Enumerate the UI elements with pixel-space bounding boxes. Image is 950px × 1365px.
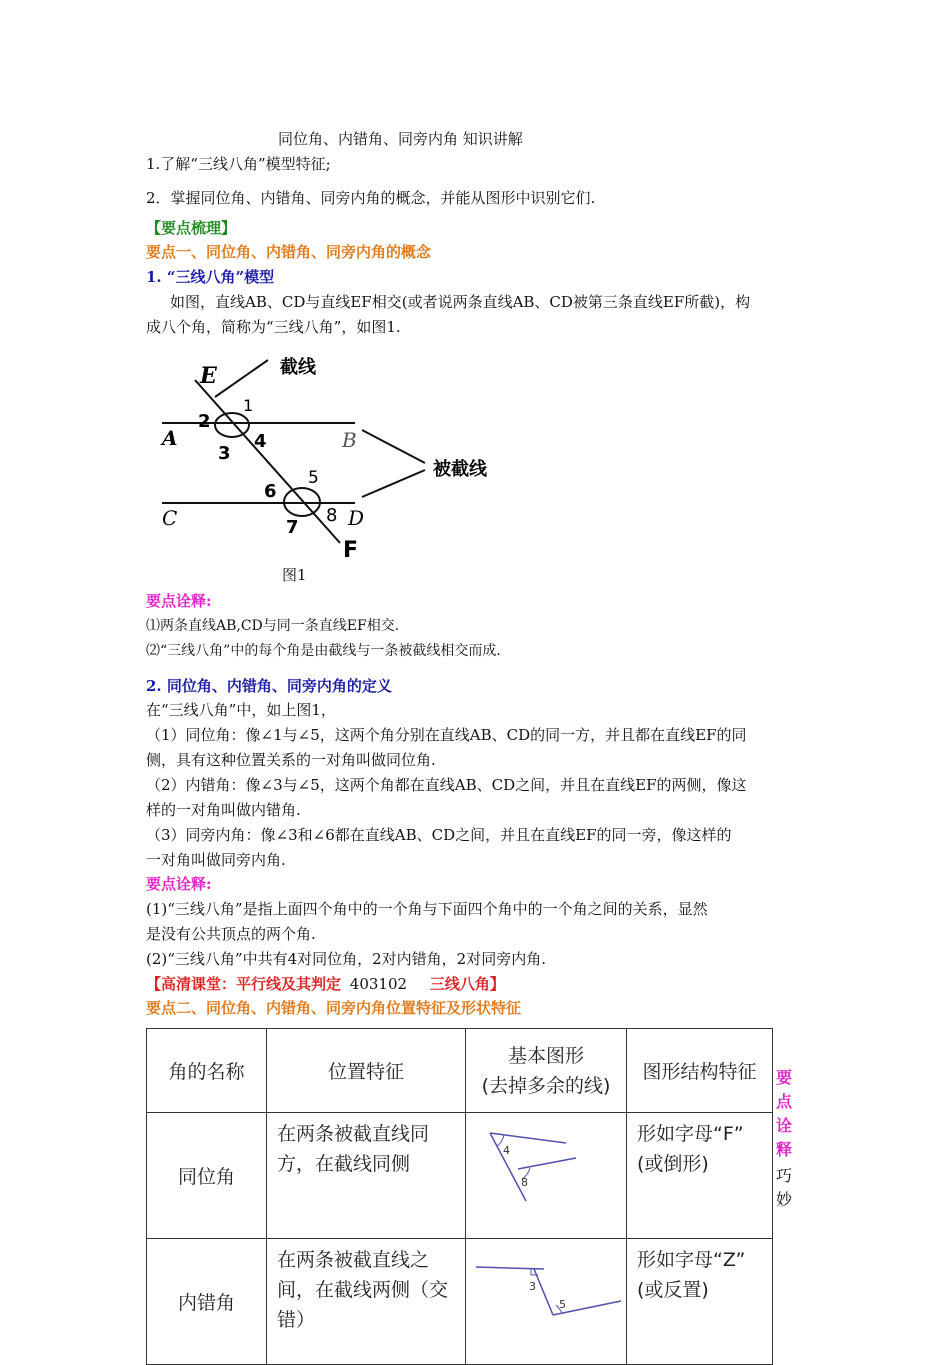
page-title: 同位角、内错角、同旁内角 知识讲解 <box>278 130 523 148</box>
row2-position-line2: 间，在截线两侧（交 <box>277 1279 449 1301</box>
row1-structure-line1: 形如字母“F” <box>637 1123 744 1145</box>
header-structure: 图形结构特征 <box>627 1029 773 1113</box>
angle-label-5: 5 <box>559 1298 566 1311</box>
definition-1-line1: （1）同位角：像∠1与∠5，这两个角分别在直线AB、CD的同一方，并且都在直线EF的同 <box>146 726 747 744</box>
note-3-line1: (1)“三线八角”是指上面四个角中的一个角与下面四个角中的一个角之间的关系，显然 <box>146 900 708 918</box>
definition-3-line1: （3）同旁内角：像∠3和∠6都在直线AB、CD之间，并且在直线EF的同一旁，像这样的 <box>146 826 732 844</box>
header-name: 角的名称 <box>147 1029 267 1113</box>
side-note-label <box>776 1066 792 1162</box>
angle-label-8: 8 <box>326 505 338 526</box>
table-row <box>147 1113 773 1239</box>
transversal-label: 截线 <box>280 357 316 378</box>
side-note-char: 巧 <box>776 1166 793 1185</box>
point2-title: 要点二、同位角、内错角、同旁内角位置特征及形状特征 <box>146 999 522 1017</box>
side-note-char: 妙 <box>776 1190 793 1209</box>
header-figure-line2: (去掉多余的线) <box>481 1074 611 1097</box>
note-2: ⑵“三线八角”中的每个角是由截线与一条被截线相交而成. <box>146 643 501 659</box>
row1-position <box>267 1113 466 1239</box>
cut-line-pointer-bottom <box>362 470 425 497</box>
note-3-line2: 是没有公共顶点的两个角. <box>146 925 316 943</box>
row1-figure <box>466 1113 627 1239</box>
definition-1-line2: 侧，具有这种位置关系的一对角叫做同位角. <box>146 751 436 769</box>
line-ef <box>195 380 340 543</box>
header-figure-line1: 基本图形 <box>507 1044 584 1067</box>
label-f: F <box>343 538 359 560</box>
angle-comparison-table <box>146 1028 773 1365</box>
label-c: C <box>162 506 178 530</box>
side-note-char: 点 <box>776 1092 793 1111</box>
row1-position-line1: 在两条被截直线同 <box>277 1123 430 1145</box>
goal-1: 1.了解“三线八角”模型特征; <box>146 155 331 173</box>
angle-circle-top <box>215 413 249 437</box>
side-note-char: 要 <box>776 1068 793 1087</box>
note-1: ⑴两条直线AB,CD与同一条直线EF相交. <box>146 618 400 634</box>
side-note-char: 诠 <box>776 1116 793 1135</box>
definition-intro: 在“三线八角”中，如上图1， <box>146 701 336 719</box>
label-b: B <box>342 428 357 452</box>
sub1-paragraph-line2: 成八个角，简称为“三线八角”，如图1. <box>146 318 401 336</box>
side-note-char: 释 <box>776 1140 793 1159</box>
label-a: A <box>162 426 178 450</box>
row2-figure <box>466 1239 627 1365</box>
header-figure <box>466 1029 627 1113</box>
note-label-2: 要点诠释: <box>146 875 212 893</box>
table-header-row <box>147 1029 773 1113</box>
row1-name: 同位角 <box>147 1113 267 1239</box>
definition-3-line2: 一对角叫做同旁内角. <box>146 851 286 869</box>
sub1-paragraph-line1: 如图，直线AB、CD与直线EF相交(或者说两条直线AB、CD被第三条直线EF所截)，构 <box>170 293 751 311</box>
angle-label-4: 4 <box>503 1144 510 1157</box>
cut-line-pointer-top <box>362 430 425 463</box>
note-4: (2)“三线八角”中共有4对同位角，2对内错角，2对同旁内角. <box>146 950 546 968</box>
corresponding-angles-figure <box>466 1113 626 1233</box>
row1-structure-line2: (或倒形) <box>637 1153 709 1175</box>
alternate-angles-figure <box>466 1239 626 1359</box>
angle-label-3: 3 <box>529 1280 536 1293</box>
row2-structure-line1: 形如字母“Z” <box>637 1249 746 1271</box>
section-heading: 【要点梳理】 <box>146 219 237 237</box>
sub1-title: 1. “三线八角”模型 <box>146 268 275 286</box>
angle-label-6: 6 <box>264 481 277 502</box>
hd-suffix: 三线八角】 <box>429 975 505 993</box>
row2-structure <box>627 1239 773 1365</box>
table-row <box>147 1239 773 1365</box>
hd-prefix: 【高清课堂：平行线及其判定 <box>146 975 342 993</box>
label-e: E <box>200 363 217 389</box>
row1-position-line2: 方，在截线同侧 <box>277 1153 411 1175</box>
goal-2: 2．掌握同位角、内错角、同旁内角的概念，并能从图形中识别它们. <box>146 189 596 207</box>
angle-label-8: 8 <box>521 1176 528 1189</box>
angle-label-1: 1 <box>243 396 254 415</box>
note-label: 要点诠释: <box>146 592 212 610</box>
row1-structure <box>627 1113 773 1239</box>
cut-lines-label: 被截线 <box>433 459 487 480</box>
three-lines-eight-angles-figure <box>150 345 510 560</box>
transversal-pointer <box>215 360 268 397</box>
angle-label-3: 3 <box>218 443 231 464</box>
side-note-tail <box>776 1164 792 1212</box>
angle-label-2: 2 <box>198 411 211 432</box>
point1-title: 要点一、同位角、内错角、同旁内角的概念 <box>146 243 432 261</box>
angle-label-4: 4 <box>254 431 267 452</box>
definition-2-line1: （2）内错角：像∠3与∠5，这两个角都在直线AB、CD之间，并且在直线EF的两侧，像这 <box>146 776 747 794</box>
hd-classroom-line <box>146 974 505 994</box>
figure-caption: 图1 <box>282 566 307 584</box>
row2-position-line3: 错） <box>277 1309 316 1331</box>
row2-structure-line2: (或反置) <box>637 1279 709 1301</box>
header-position: 位置特征 <box>267 1029 466 1113</box>
sub2-title: 2. 同位角、内错角、同旁内角的定义 <box>146 677 392 695</box>
row2-name: 内错角 <box>147 1239 267 1365</box>
row2-position-line1: 在两条被截直线之 <box>277 1249 430 1271</box>
angle-label-7: 7 <box>286 517 299 538</box>
hd-code: 403102 <box>349 975 408 993</box>
angle-label-5: 5 <box>308 468 319 488</box>
row2-position <box>267 1239 466 1365</box>
label-d: D <box>348 506 365 530</box>
definition-2-line2: 样的一对角叫做内错角. <box>146 801 301 819</box>
